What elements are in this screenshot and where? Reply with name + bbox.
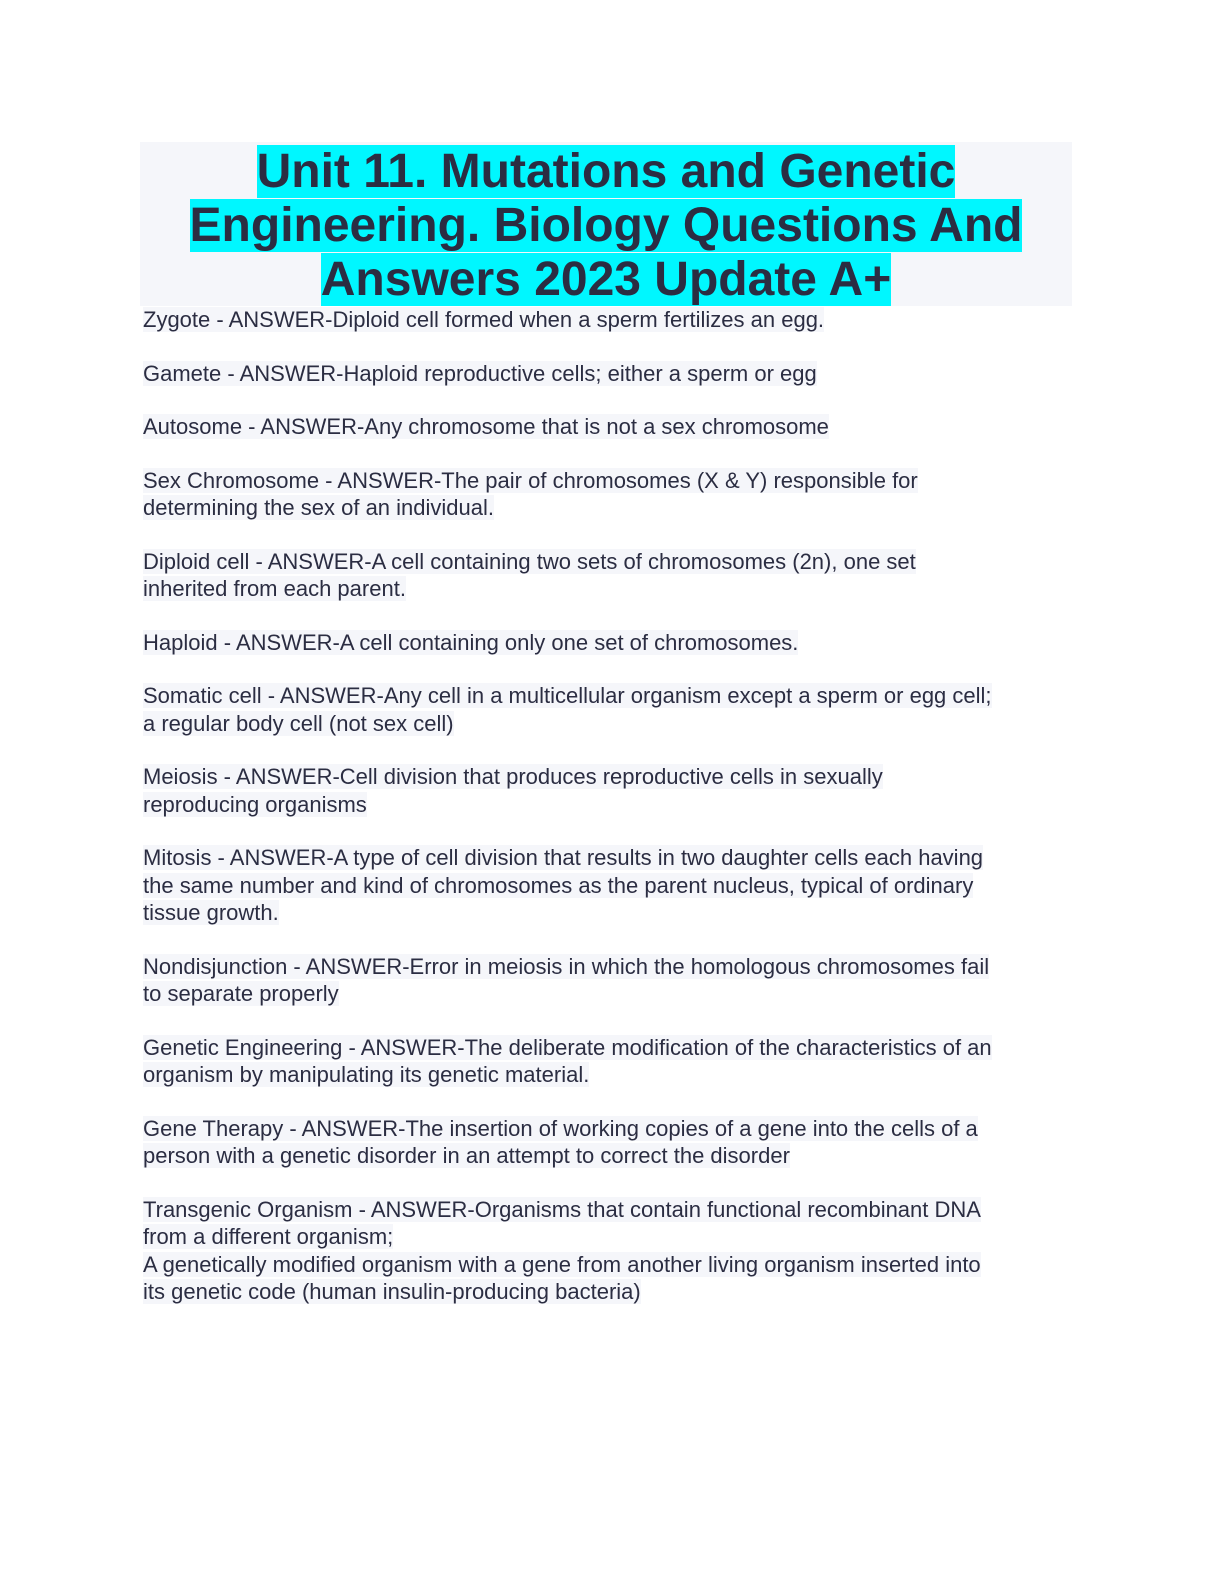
entry-line: Mitosis - ANSWER-A type of cell division that results in two daughter cells each having (143, 845, 984, 870)
title-line: Answers 2023 Update A+ (320, 253, 892, 306)
entry-line: Gamete - ANSWER-Haploid reproductive cells; either a sperm or egg (143, 360, 817, 386)
entry-line: Nondisjunction - ANSWER-Error in meiosis in which the homologous chromosomes fail (143, 953, 990, 979)
title-line: Unit 11. Mutations and Genetic (256, 145, 956, 198)
entry-line: Genetic Engineering - ANSWER-The deliberate modification of the characteristics of an (143, 1034, 992, 1060)
entry-line: Diploid cell - ANSWER-A cell containing two sets of chromosomes (2n), one set (143, 548, 916, 574)
entry-line: Zygote - ANSWER-Diploid cell formed when a sperm fertilizes an egg. (143, 307, 825, 332)
entry-line: Haploid - ANSWER-A cell containing only one set of chromosomes. (143, 629, 799, 655)
entry-line: Transgenic Organism - ANSWER-Organisms that contain functional recombinant DNA (143, 1196, 981, 1222)
entry-line: Autosome - ANSWER-Any chromosome that is not a sex chromosome (143, 414, 829, 439)
qa-entry (143, 629, 1073, 657)
entry-line: reproducing organisms (143, 791, 367, 817)
qa-entry (143, 413, 1073, 441)
entry-line: a regular body cell (not sex cell) (143, 710, 454, 736)
title-line: Engineering. Biology Questions And (189, 199, 1023, 252)
qa-entry (143, 763, 1073, 818)
entry-line: person with a genetic disorder in an attempt to correct the disorder (143, 1143, 790, 1168)
entry-line: A genetically modified organism with a gene from another living organism inserted into (143, 1251, 981, 1277)
qa-list (143, 306, 1073, 1332)
qa-entry (143, 467, 1073, 522)
entry-line: determining the sex of an individual. (143, 495, 494, 520)
entry-line: organism by manipulating its genetic material. (143, 1062, 590, 1087)
qa-entry (143, 1115, 1073, 1170)
qa-entry (143, 682, 1073, 737)
qa-entry (143, 953, 1073, 1008)
qa-entry (143, 1196, 1073, 1306)
qa-entry (143, 1034, 1073, 1089)
title-block (140, 142, 1072, 306)
entry-line: the same number and kind of chromosomes as the parent nucleus, typical of ordinary (143, 872, 974, 898)
entry-line: tissue growth. (143, 900, 279, 925)
entry-line: its genetic code (human insulin-producing bacteria) (143, 1279, 641, 1304)
qa-entry (143, 360, 1073, 388)
qa-entry (143, 548, 1073, 603)
entry-line: Sex Chromosome - ANSWER-The pair of chromosomes (X & Y) responsible for (143, 467, 918, 493)
entry-line: Somatic cell - ANSWER-Any cell in a multicellular organism except a sperm or egg cell; (143, 683, 992, 708)
entry-line: to separate properly (143, 981, 339, 1006)
entry-line: inherited from each parent. (143, 576, 406, 601)
document-title (140, 142, 1072, 307)
entry-line: Meiosis - ANSWER-Cell division that produces reproductive cells in sexually (143, 764, 883, 789)
qa-entry (143, 306, 1073, 334)
entry-line: from a different organism; (143, 1224, 394, 1249)
entry-line: Gene Therapy - ANSWER-The insertion of working copies of a gene into the cells of a (143, 1115, 978, 1141)
qa-entry (143, 844, 1073, 927)
